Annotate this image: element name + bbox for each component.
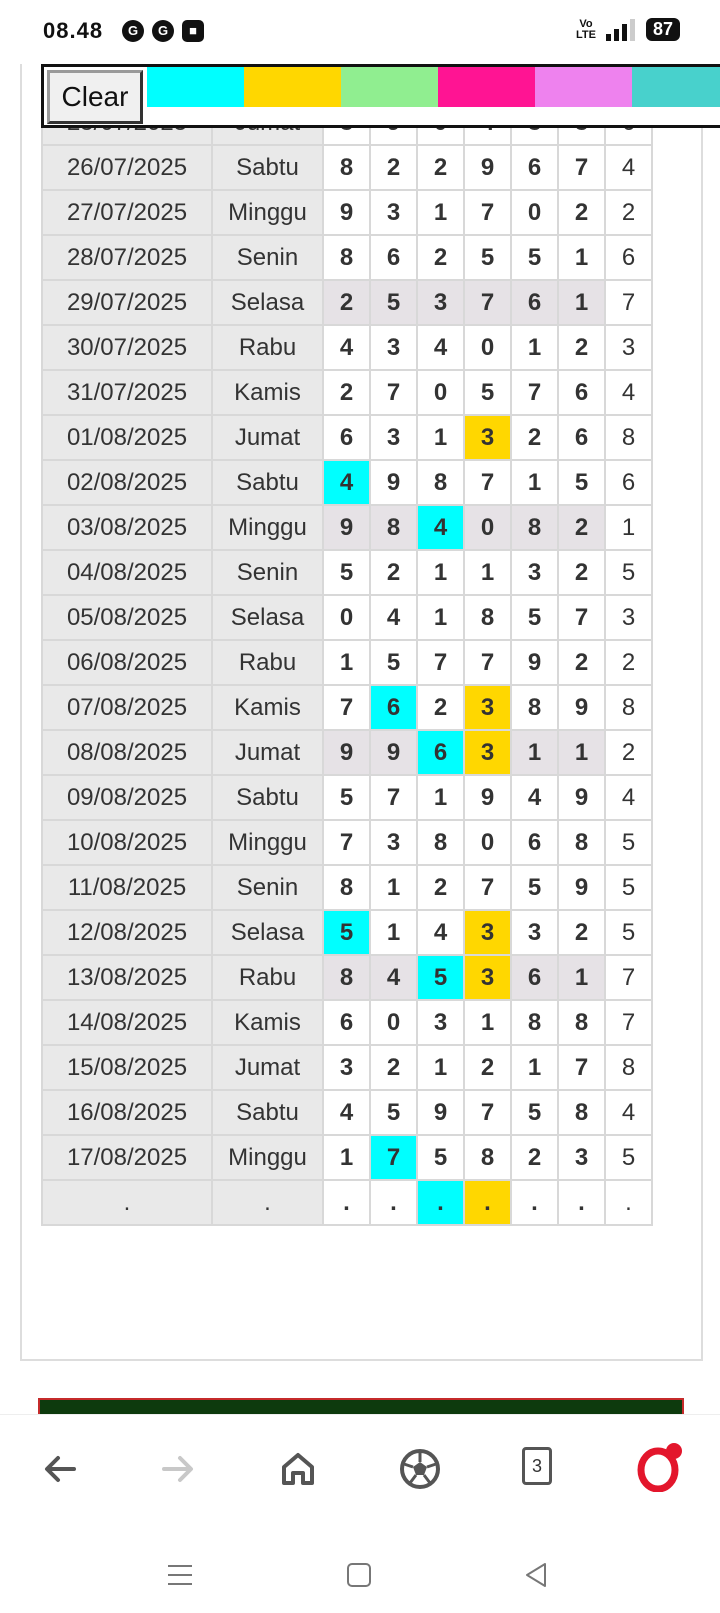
digit-cell[interactable]: 2 bbox=[417, 685, 464, 730]
digit-cell[interactable]: . bbox=[370, 1180, 417, 1225]
digit-cell[interactable]: 3 bbox=[464, 955, 511, 1000]
digit-cell[interactable]: 1 bbox=[417, 190, 464, 235]
date-cell: 06/08/2025 bbox=[42, 640, 212, 685]
digit-cell[interactable]: 5 bbox=[464, 235, 511, 280]
sum-cell: 5 bbox=[605, 865, 652, 910]
digit-cell[interactable]: 7 bbox=[511, 370, 558, 415]
sum-cell: 3 bbox=[605, 595, 652, 640]
notification-app-icon: G bbox=[122, 20, 144, 42]
digit-cell[interactable]: 8 bbox=[370, 505, 417, 550]
digit-cell[interactable]: 5 bbox=[511, 1090, 558, 1135]
day-cell: Selasa bbox=[212, 910, 323, 955]
digit-cell[interactable]: 4 bbox=[417, 505, 464, 550]
digit-cell[interactable]: 9 bbox=[558, 775, 605, 820]
sum-cell: 7 bbox=[605, 955, 652, 1000]
digit-cell[interactable]: 8 bbox=[417, 820, 464, 865]
sum-cell: 2 bbox=[605, 190, 652, 235]
digit-cell[interactable]: 6 bbox=[417, 730, 464, 775]
digit-cell[interactable]: 5 bbox=[464, 370, 511, 415]
digit-cell[interactable]: 1 bbox=[370, 910, 417, 955]
digit-cell[interactable]: 2 bbox=[417, 865, 464, 910]
digit-cell[interactable]: 1 bbox=[558, 730, 605, 775]
forward-arrow-icon bbox=[158, 1449, 198, 1489]
sum-cell: 6 bbox=[605, 460, 652, 505]
table-row bbox=[42, 820, 652, 865]
back-gesture-button[interactable] bbox=[516, 1555, 556, 1595]
volte-icon: Vo LTE bbox=[576, 17, 596, 41]
sum-cell: 5 bbox=[605, 820, 652, 865]
table-row bbox=[42, 1000, 652, 1045]
digit-cell[interactable]: 7 bbox=[323, 820, 370, 865]
digit-cell[interactable]: 3 bbox=[323, 1045, 370, 1090]
digit-cell[interactable]: 7 bbox=[558, 595, 605, 640]
digit-cell[interactable]: 7 bbox=[464, 640, 511, 685]
date-cell: 04/08/2025 bbox=[42, 550, 212, 595]
system-icons bbox=[576, 18, 680, 41]
digit-cell[interactable]: 1 bbox=[370, 865, 417, 910]
home-square-icon bbox=[346, 1562, 372, 1588]
digit-cell[interactable]: 3 bbox=[464, 730, 511, 775]
table-row bbox=[42, 640, 652, 685]
sum-cell: 4 bbox=[605, 145, 652, 190]
digit-cell[interactable]: 6 bbox=[370, 235, 417, 280]
day-cell: Selasa bbox=[212, 595, 323, 640]
digit-cell[interactable]: 7 bbox=[464, 190, 511, 235]
day-cell: Sabtu bbox=[212, 775, 323, 820]
digit-cell[interactable]: 9 bbox=[464, 775, 511, 820]
digit-cell[interactable]: . bbox=[417, 1180, 464, 1225]
date-cell: 27/07/2025 bbox=[42, 190, 212, 235]
digit-cell[interactable]: 6 bbox=[558, 370, 605, 415]
digit-cell[interactable]: 5 bbox=[323, 550, 370, 595]
date-cell: 05/08/2025 bbox=[42, 595, 212, 640]
digit-cell[interactable]: 9 bbox=[370, 460, 417, 505]
digit-cell[interactable]: 7 bbox=[464, 280, 511, 325]
date-cell: 26/07/2025 bbox=[42, 145, 212, 190]
digit-cell[interactable]: 1 bbox=[417, 595, 464, 640]
digit-cell[interactable]: 1 bbox=[417, 775, 464, 820]
clear-button[interactable]: Clear bbox=[47, 70, 143, 124]
notification-dot bbox=[666, 1443, 682, 1459]
day-cell: . bbox=[212, 1180, 323, 1225]
sum-cell: . bbox=[605, 1180, 652, 1225]
digit-cell[interactable]: 5 bbox=[370, 280, 417, 325]
digit-cell[interactable]: 5 bbox=[417, 1135, 464, 1180]
digit-cell[interactable]: 1 bbox=[558, 280, 605, 325]
digit-cell[interactable]: 8 bbox=[511, 1000, 558, 1045]
date-cell: 10/08/2025 bbox=[42, 820, 212, 865]
day-cell: Jumat bbox=[212, 730, 323, 775]
digit-cell[interactable]: . bbox=[464, 1180, 511, 1225]
sum-cell: 5 bbox=[605, 550, 652, 595]
home-button[interactable] bbox=[268, 1439, 328, 1499]
digit-cell[interactable]: 7 bbox=[370, 775, 417, 820]
battery-icon: 87 bbox=[646, 18, 680, 41]
date-cell: 13/08/2025 bbox=[42, 955, 212, 1000]
digit-cell[interactable]: 9 bbox=[323, 505, 370, 550]
digit-cell[interactable]: 5 bbox=[370, 1090, 417, 1135]
date-cell: 14/08/2025 bbox=[42, 1000, 212, 1045]
digit-cell[interactable]: 5 bbox=[558, 460, 605, 505]
table-row bbox=[42, 1045, 652, 1090]
table-row bbox=[42, 190, 652, 235]
digit-cell[interactable]: 7 bbox=[323, 685, 370, 730]
back-arrow-icon bbox=[40, 1449, 80, 1489]
digit-cell[interactable]: 1 bbox=[323, 640, 370, 685]
date-cell: 01/08/2025 bbox=[42, 415, 212, 460]
digit-cell[interactable]: 1 bbox=[511, 1045, 558, 1090]
digit-cell[interactable]: 5 bbox=[511, 865, 558, 910]
digit-cell[interactable]: 2 bbox=[558, 640, 605, 685]
digit-cell[interactable]: . bbox=[323, 1180, 370, 1225]
sum-cell: 3 bbox=[605, 325, 652, 370]
sum-cell: 2 bbox=[605, 640, 652, 685]
digit-cell[interactable]: 1 bbox=[511, 325, 558, 370]
day-cell: Kamis bbox=[212, 370, 323, 415]
digit-cell[interactable]: 9 bbox=[370, 730, 417, 775]
table-row bbox=[42, 550, 652, 595]
home-icon bbox=[278, 1449, 318, 1489]
digit-cell[interactable]: 8 bbox=[558, 1090, 605, 1135]
digit-cell[interactable]: 2 bbox=[558, 910, 605, 955]
table-row bbox=[42, 775, 652, 820]
digit-cell[interactable]: 8 bbox=[558, 1000, 605, 1045]
digit-cell[interactable]: 4 bbox=[370, 595, 417, 640]
digit-cell[interactable]: 3 bbox=[464, 415, 511, 460]
digit-cell[interactable]: 1 bbox=[558, 955, 605, 1000]
day-cell: Jumat bbox=[212, 1045, 323, 1090]
digit-cell[interactable]: 0 bbox=[511, 190, 558, 235]
date-cell: 17/08/2025 bbox=[42, 1135, 212, 1180]
digit-cell[interactable]: . bbox=[511, 1180, 558, 1225]
day-cell: Sabtu bbox=[212, 1090, 323, 1135]
date-cell: . bbox=[42, 1180, 212, 1225]
digit-cell[interactable]: 2 bbox=[323, 370, 370, 415]
day-cell: Kamis bbox=[212, 1000, 323, 1045]
browser-nav-bar bbox=[0, 1414, 720, 1613]
date-cell: 11/08/2025 bbox=[42, 865, 212, 910]
digit-cell[interactable]: 9 bbox=[323, 190, 370, 235]
digit-cell[interactable]: 5 bbox=[370, 640, 417, 685]
color-swatch[interactable] bbox=[438, 67, 535, 107]
digit-cell[interactable]: 2 bbox=[464, 1045, 511, 1090]
date-cell: 07/08/2025 bbox=[42, 685, 212, 730]
sum-cell: 4 bbox=[605, 775, 652, 820]
soccer-ball-icon bbox=[398, 1447, 442, 1491]
date-cell: 29/07/2025 bbox=[42, 280, 212, 325]
table-row bbox=[42, 505, 652, 550]
digit-cell[interactable]: 5 bbox=[323, 775, 370, 820]
table-row bbox=[42, 235, 652, 280]
table-row bbox=[42, 955, 652, 1000]
recents-gesture-button[interactable] bbox=[160, 1555, 200, 1595]
table-row bbox=[42, 145, 652, 190]
date-cell: 16/08/2025 bbox=[42, 1090, 212, 1135]
color-swatch[interactable] bbox=[535, 67, 632, 107]
day-cell: Rabu bbox=[212, 325, 323, 370]
digit-cell[interactable]: 8 bbox=[464, 595, 511, 640]
digit-cell[interactable]: 6 bbox=[323, 1000, 370, 1045]
digit-cell[interactable]: 4 bbox=[370, 955, 417, 1000]
digit-cell[interactable]: 8 bbox=[323, 955, 370, 1000]
digit-cell[interactable]: 9 bbox=[558, 865, 605, 910]
table-row bbox=[42, 595, 652, 640]
digit-cell[interactable]: 7 bbox=[464, 865, 511, 910]
table-row bbox=[42, 460, 652, 505]
digit-cell[interactable]: 7 bbox=[370, 370, 417, 415]
date-cell: 08/08/2025 bbox=[42, 730, 212, 775]
day-cell: Sabtu bbox=[212, 145, 323, 190]
day-cell: Kamis bbox=[212, 685, 323, 730]
digit-cell[interactable]: 1 bbox=[417, 415, 464, 460]
color-swatch[interactable] bbox=[147, 67, 244, 107]
day-cell: Minggu bbox=[212, 1135, 323, 1180]
digit-cell[interactable]: 4 bbox=[323, 325, 370, 370]
sum-cell: 5 bbox=[605, 1135, 652, 1180]
digit-cell[interactable]: 2 bbox=[370, 1045, 417, 1090]
day-cell: Rabu bbox=[212, 640, 323, 685]
digit-cell[interactable]: 2 bbox=[417, 145, 464, 190]
day-cell: Jumat bbox=[212, 415, 323, 460]
color-toolbar bbox=[41, 64, 720, 128]
table-row bbox=[42, 325, 652, 370]
table-row bbox=[42, 730, 652, 775]
sum-cell: 4 bbox=[605, 1090, 652, 1135]
table-row bbox=[42, 865, 652, 910]
day-cell: Senin bbox=[212, 235, 323, 280]
table-row bbox=[42, 370, 652, 415]
digit-cell[interactable]: 8 bbox=[323, 865, 370, 910]
table-row bbox=[42, 1090, 652, 1135]
date-cell: 02/08/2025 bbox=[42, 460, 212, 505]
sum-cell: 7 bbox=[605, 280, 652, 325]
back-triangle-icon bbox=[523, 1562, 549, 1588]
sum-cell: 2 bbox=[605, 730, 652, 775]
digit-cell[interactable]: 6 bbox=[511, 280, 558, 325]
digit-cell[interactable]: 8 bbox=[511, 505, 558, 550]
date-cell: 30/07/2025 bbox=[42, 325, 212, 370]
sum-cell: 8 bbox=[605, 685, 652, 730]
notification-icons bbox=[122, 20, 204, 42]
digit-cell[interactable]: 6 bbox=[511, 820, 558, 865]
digit-cell[interactable]: 7 bbox=[464, 460, 511, 505]
digit-cell[interactable]: 4 bbox=[323, 1090, 370, 1135]
digit-cell[interactable]: 5 bbox=[511, 595, 558, 640]
sum-cell: 4 bbox=[605, 370, 652, 415]
digit-cell[interactable]: 3 bbox=[417, 280, 464, 325]
digit-cell[interactable]: 9 bbox=[558, 685, 605, 730]
digit-cell[interactable]: 3 bbox=[370, 325, 417, 370]
digit-cell[interactable]: 1 bbox=[417, 550, 464, 595]
digit-cell[interactable]: 5 bbox=[323, 910, 370, 955]
digit-cell[interactable]: 3 bbox=[511, 910, 558, 955]
notification-app-icon: G bbox=[152, 20, 174, 42]
opera-menu-button[interactable] bbox=[628, 1439, 688, 1499]
date-cell: 15/08/2025 bbox=[42, 1045, 212, 1090]
digit-cell[interactable]: 3 bbox=[558, 1135, 605, 1180]
tabs-button[interactable] bbox=[510, 1439, 570, 1499]
digit-cell[interactable]: 4 bbox=[323, 460, 370, 505]
digit-cell[interactable]: 0 bbox=[464, 820, 511, 865]
digit-cell[interactable]: 2 bbox=[558, 505, 605, 550]
digit-cell[interactable]: 9 bbox=[464, 145, 511, 190]
digit-cell[interactable]: 6 bbox=[511, 145, 558, 190]
digit-cell[interactable]: 3 bbox=[511, 550, 558, 595]
digit-cell[interactable]: 3 bbox=[370, 415, 417, 460]
digit-cell[interactable]: 0 bbox=[417, 370, 464, 415]
date-cell: 12/08/2025 bbox=[42, 910, 212, 955]
table-row bbox=[42, 415, 652, 460]
color-swatch[interactable] bbox=[632, 67, 720, 107]
digit-cell[interactable]: 7 bbox=[417, 640, 464, 685]
digit-cell[interactable]: 2 bbox=[558, 550, 605, 595]
back-button[interactable] bbox=[30, 1439, 90, 1499]
color-swatch[interactable] bbox=[341, 67, 438, 107]
digit-cell[interactable]: 1 bbox=[464, 550, 511, 595]
table-row bbox=[42, 1180, 652, 1225]
day-cell: Senin bbox=[212, 865, 323, 910]
recents-icon bbox=[166, 1563, 194, 1587]
date-cell: 28/07/2025 bbox=[42, 235, 212, 280]
digit-cell[interactable]: 8 bbox=[323, 235, 370, 280]
table-row bbox=[42, 1135, 652, 1180]
day-cell: Minggu bbox=[212, 820, 323, 865]
digit-cell[interactable]: 4 bbox=[417, 910, 464, 955]
sum-cell: 5 bbox=[605, 910, 652, 955]
home-gesture-button[interactable] bbox=[339, 1555, 379, 1595]
digit-cell[interactable]: 2 bbox=[511, 415, 558, 460]
digit-cell[interactable]: 9 bbox=[323, 730, 370, 775]
digit-cell[interactable]: 2 bbox=[558, 325, 605, 370]
digit-cell[interactable]: 3 bbox=[464, 685, 511, 730]
digit-cell[interactable]: 1 bbox=[511, 460, 558, 505]
status-bar bbox=[0, 0, 720, 64]
sum-cell: 8 bbox=[605, 1045, 652, 1090]
table-row bbox=[42, 910, 652, 955]
color-swatch[interactable] bbox=[244, 67, 341, 107]
sports-button[interactable] bbox=[390, 1439, 450, 1499]
digit-cell[interactable]: 7 bbox=[370, 1135, 417, 1180]
digit-cell[interactable]: 2 bbox=[370, 550, 417, 595]
digit-cell[interactable]: 4 bbox=[417, 325, 464, 370]
digit-cell[interactable]: 8 bbox=[511, 685, 558, 730]
digit-cell[interactable]: 2 bbox=[558, 190, 605, 235]
digit-cell[interactable]: 0 bbox=[323, 595, 370, 640]
digit-cell[interactable]: 7 bbox=[558, 1045, 605, 1090]
digit-cell[interactable]: 3 bbox=[370, 820, 417, 865]
digit-cell[interactable]: . bbox=[558, 1180, 605, 1225]
day-cell: Minggu bbox=[212, 190, 323, 235]
result-table bbox=[41, 99, 653, 1226]
digit-cell[interactable]: 1 bbox=[417, 1045, 464, 1090]
table-row bbox=[42, 685, 652, 730]
digit-cell[interactable]: 0 bbox=[464, 325, 511, 370]
day-cell: Rabu bbox=[212, 955, 323, 1000]
digit-cell[interactable]: 1 bbox=[323, 1135, 370, 1180]
digit-cell[interactable]: 8 bbox=[558, 820, 605, 865]
notification-app-icon: ■ bbox=[182, 20, 204, 42]
sum-cell: 7 bbox=[605, 1000, 652, 1045]
digit-cell[interactable]: 2 bbox=[511, 1135, 558, 1180]
digit-cell[interactable]: 3 bbox=[464, 910, 511, 955]
day-cell: Senin bbox=[212, 550, 323, 595]
digit-cell[interactable]: 4 bbox=[511, 775, 558, 820]
date-cell: 09/08/2025 bbox=[42, 775, 212, 820]
sum-cell: 6 bbox=[605, 235, 652, 280]
digit-cell[interactable]: 8 bbox=[323, 145, 370, 190]
digit-cell[interactable]: 0 bbox=[370, 1000, 417, 1045]
digit-cell[interactable]: 1 bbox=[558, 235, 605, 280]
digit-cell[interactable]: 6 bbox=[323, 415, 370, 460]
digit-cell[interactable]: 8 bbox=[417, 460, 464, 505]
digit-cell[interactable]: 6 bbox=[370, 685, 417, 730]
forward-button[interactable] bbox=[148, 1439, 208, 1499]
digit-cell[interactable]: 2 bbox=[323, 280, 370, 325]
digit-cell[interactable]: 1 bbox=[464, 1000, 511, 1045]
sum-cell: 8 bbox=[605, 415, 652, 460]
digit-cell[interactable]: 5 bbox=[417, 955, 464, 1000]
tabs-icon: 3 bbox=[522, 1447, 552, 1485]
signal-icon bbox=[606, 19, 636, 41]
digit-cell[interactable]: 1 bbox=[511, 730, 558, 775]
digit-cell[interactable]: 9 bbox=[511, 640, 558, 685]
digit-cell[interactable]: 2 bbox=[370, 145, 417, 190]
sum-cell: 1 bbox=[605, 505, 652, 550]
digit-cell[interactable]: 5 bbox=[511, 235, 558, 280]
digit-cell[interactable]: 8 bbox=[464, 1135, 511, 1180]
digit-cell[interactable]: 2 bbox=[417, 235, 464, 280]
digit-cell[interactable]: 3 bbox=[370, 190, 417, 235]
day-cell: Sabtu bbox=[212, 460, 323, 505]
digit-cell[interactable]: 3 bbox=[417, 1000, 464, 1045]
date-cell: 31/07/2025 bbox=[42, 370, 212, 415]
table-row bbox=[42, 280, 652, 325]
digit-cell[interactable]: 6 bbox=[511, 955, 558, 1000]
day-cell: Selasa bbox=[212, 280, 323, 325]
digit-cell[interactable]: 7 bbox=[558, 145, 605, 190]
digit-cell[interactable]: 0 bbox=[464, 505, 511, 550]
digit-cell[interactable]: 7 bbox=[464, 1090, 511, 1135]
date-cell: 03/08/2025 bbox=[42, 505, 212, 550]
day-cell: Minggu bbox=[212, 505, 323, 550]
digit-cell[interactable]: 6 bbox=[558, 415, 605, 460]
digit-cell[interactable]: 9 bbox=[417, 1090, 464, 1135]
status-time: 08.48 bbox=[43, 18, 104, 43]
